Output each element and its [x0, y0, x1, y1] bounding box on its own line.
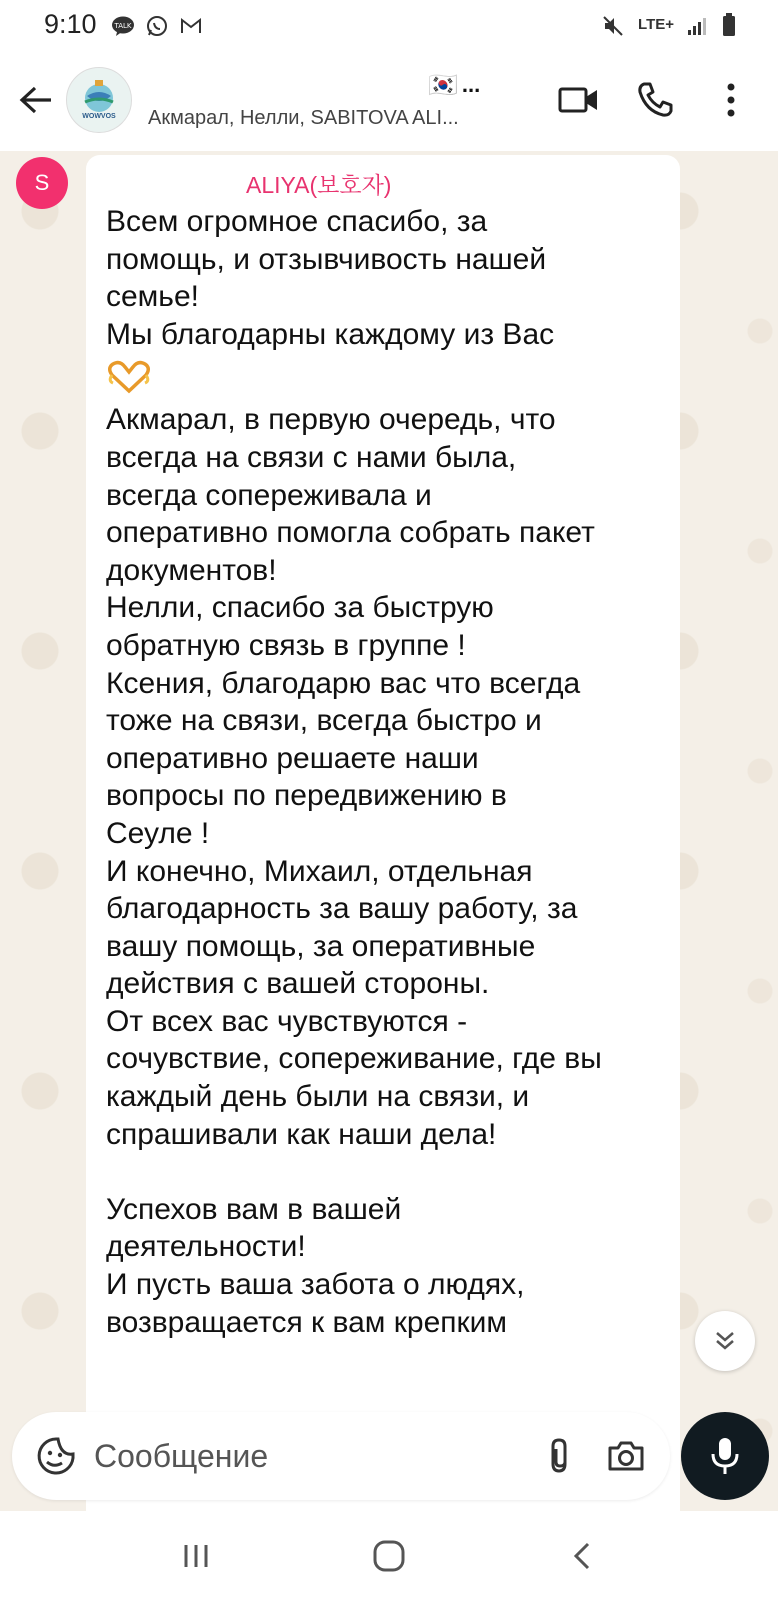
message-line[interactable]: действия с вашей стороны.: [106, 967, 490, 1001]
camera-button[interactable]: [606, 1434, 646, 1478]
video-call-button[interactable]: [558, 79, 600, 121]
back-arrow-icon: [19, 85, 53, 115]
message-line[interactable]: Успехов вам в вашей: [106, 1192, 402, 1226]
message-line[interactable]: документов!: [106, 553, 277, 587]
chat-area[interactable]: [0, 151, 778, 1511]
message-input[interactable]: [94, 1438, 514, 1475]
message-line[interactable]: От всех вас чувствуются -: [106, 1004, 468, 1038]
message-line[interactable]: спрашивали как наши дела!: [106, 1117, 497, 1151]
paperclip-icon: [547, 1436, 573, 1476]
status-bar: [0, 0, 778, 48]
whatsapp-icon: [145, 13, 169, 35]
voice-message-button[interactable]: [681, 1412, 769, 1500]
group-avatar[interactable]: [66, 67, 132, 133]
sender-avatar[interactable]: S: [16, 157, 68, 209]
sender-name[interactable]: ALIYA(보호자): [246, 172, 392, 198]
recent-apps-icon: [181, 1543, 211, 1569]
chat-header: [0, 48, 778, 151]
kebab-menu-icon: [726, 83, 736, 117]
group-avatar-label: WOWVOS: [82, 112, 116, 120]
system-nav-bar: [0, 1511, 778, 1600]
attach-button[interactable]: [540, 1434, 580, 1478]
message-line[interactable]: Мы благодарны каждому из Вас: [106, 317, 555, 351]
talk-icon: [111, 13, 135, 35]
message-line[interactable]: вашу помощь, за оперативные: [106, 929, 536, 963]
microphone-icon: [710, 1436, 740, 1476]
back-button[interactable]: [6, 70, 66, 130]
message-bubble[interactable]: [86, 155, 680, 1511]
message-line[interactable]: благодарность за вашу работу, за: [106, 892, 578, 926]
message-line[interactable]: вопросы по передвижению в: [106, 779, 507, 813]
chat-members: Акмарал, Нелли, SABITOVA ALI...: [148, 106, 459, 129]
chat-title-area[interactable]: [148, 65, 528, 135]
svg-text:TALK: TALK: [114, 22, 132, 30]
message-line[interactable]: Сеуле !: [106, 816, 210, 850]
message-line[interactable]: всегда на связи с нами была,: [106, 440, 517, 474]
chat-title-ellipsis: ...: [461, 72, 481, 97]
message-line[interactable]: Всем огромное спасибо, за: [106, 205, 488, 238]
gmail-icon: [179, 13, 203, 35]
scroll-to-bottom-button[interactable]: [695, 1311, 755, 1371]
home-icon: [372, 1539, 406, 1573]
message-line[interactable]: семье!: [106, 280, 199, 314]
more-options-button[interactable]: [710, 79, 752, 121]
message-line[interactable]: Нелли, спасибо за быструю: [106, 591, 494, 625]
message-line[interactable]: Акмарал, в первую очередь, что: [106, 403, 556, 437]
message-line[interactable]: тоже на связи, всегда быстро и: [106, 704, 542, 738]
phone-icon: [636, 81, 674, 119]
mute-icon: [602, 13, 626, 35]
korea-flag-icon: 🇰🇷: [428, 71, 458, 99]
message-line[interactable]: всегда сопереживала и: [106, 478, 432, 512]
message-line[interactable]: И пусть ваша забота о людях,: [106, 1268, 525, 1302]
signal-icon: [686, 13, 710, 35]
emoji-sticker-button[interactable]: [36, 1434, 76, 1478]
message-line[interactable]: И конечно, Михаил, отдельная: [106, 854, 533, 888]
chat-title: [428, 71, 480, 100]
message-line[interactable]: деятельности!: [106, 1230, 306, 1264]
system-back-button[interactable]: [552, 1526, 612, 1586]
message-line[interactable]: сочувствие, сопереживание, где вы: [106, 1042, 602, 1076]
message-line[interactable]: помощь, и отзывчивость нашей: [106, 242, 547, 276]
sticker-smiley-icon: [36, 1436, 76, 1476]
video-camera-icon: [558, 85, 600, 115]
message-line[interactable]: Ксения, благодарю вас что всегда: [106, 666, 581, 700]
status-time: 9:10: [44, 8, 97, 39]
chevron-left-icon: [572, 1541, 592, 1571]
message-line[interactable]: обратную связь в группе !: [106, 628, 466, 662]
message-composer: [12, 1412, 670, 1500]
message-line[interactable]: каждый день были на связи, и: [106, 1080, 530, 1114]
message-line[interactable]: оперативно решаете наши: [106, 741, 479, 775]
network-type: LTE+: [638, 15, 674, 33]
battery-icon: [722, 13, 746, 35]
home-button[interactable]: [359, 1526, 419, 1586]
heart-hands-icon: [106, 353, 660, 401]
voice-call-button[interactable]: [634, 79, 676, 121]
double-chevron-down-icon: [713, 1329, 737, 1353]
camera-icon: [606, 1439, 646, 1473]
recent-apps-button[interactable]: [166, 1526, 226, 1586]
message-line[interactable]: оперативно помогла собрать пакет: [106, 516, 595, 550]
message-line[interactable]: возвращается к вам крепким: [106, 1305, 508, 1339]
